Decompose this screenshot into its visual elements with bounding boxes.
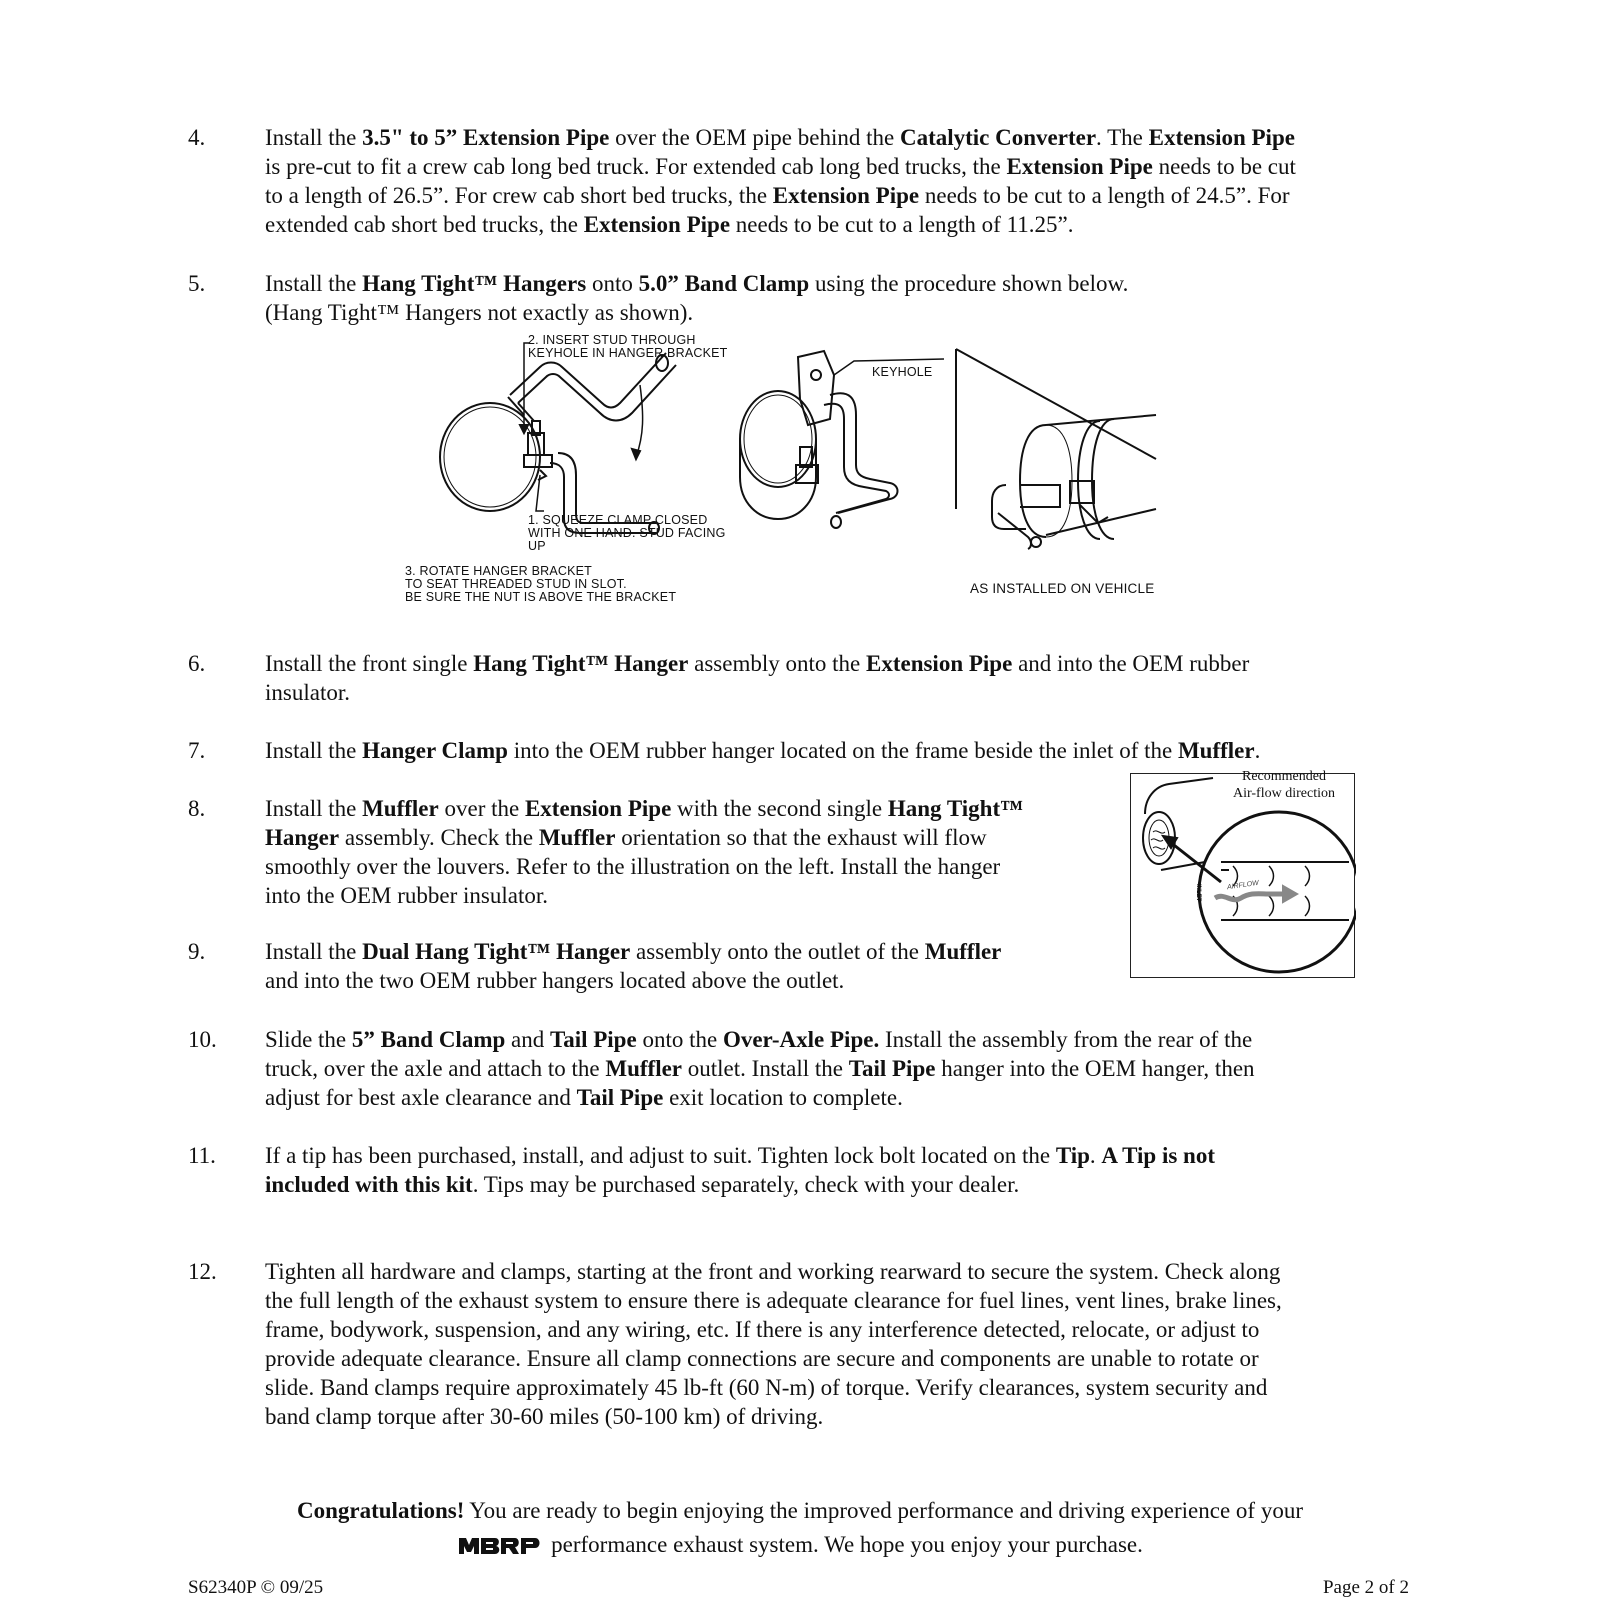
- step-text-line: [265, 1257, 1413, 1286]
- text-run: onto: [586, 271, 639, 296]
- step-text-line: [265, 1286, 1413, 1315]
- figure-label-line: 1. SQUEEZE CLAMP CLOSED: [528, 513, 708, 527]
- step-text-line: [265, 1025, 1413, 1054]
- bold-term: Muffler: [605, 1056, 683, 1081]
- muffler-caption-line: Air-flow direction: [1233, 786, 1335, 801]
- text-run: orientation so that the exhaust will flow: [615, 825, 987, 850]
- text-run: (Hang Tight™ Hangers not exactly as shown).: [265, 300, 694, 325]
- text-run: into the OEM rubber hanger located on the frame beside the inlet of the: [507, 738, 1178, 763]
- bold-term: Hanger: [265, 825, 340, 850]
- text-run: .: [1254, 738, 1261, 763]
- bold-term: Hang Tight™ Hanger: [473, 651, 689, 676]
- step-text: [265, 1025, 1413, 1112]
- text-run: exit location to complete.: [663, 1085, 903, 1110]
- step-6: [188, 649, 1413, 707]
- bold-term: Over-Axle Pipe.: [722, 1027, 880, 1052]
- step-text-line: [265, 1344, 1413, 1373]
- bold-term: Extension Pipe: [583, 212, 731, 237]
- step-text-line: [265, 1170, 1413, 1199]
- text-run: into the OEM rubber insulator.: [265, 883, 548, 908]
- text-run: Install the assembly from the rear of the: [879, 1027, 1253, 1052]
- figure-label-line: WITH ONE HAND. STUD FACING: [528, 526, 726, 540]
- step-text: [265, 1141, 1413, 1199]
- bold-term: Hang Tight™: [887, 796, 1024, 821]
- text-run: band clamp torque after 30-60 miles (50-100 km) of driving.: [265, 1404, 824, 1429]
- bold-term: 5” Band Clamp: [351, 1027, 506, 1052]
- bold-term: Muffler: [362, 796, 439, 821]
- text-run: Slide the: [265, 1027, 352, 1052]
- text-run: Install the: [265, 939, 363, 964]
- text-run: hanger into the OEM hanger, then: [935, 1056, 1255, 1081]
- bold-term: Dual Hang Tight™ Hanger: [362, 939, 631, 964]
- bold-term: Extension Pipe: [865, 651, 1013, 676]
- mbrp-logo: [457, 1531, 541, 1565]
- muffler-airflow-drawing: [1131, 774, 1356, 979]
- muffler-caption: [1219, 768, 1349, 802]
- text-run: truck, over the axle and attach to the: [265, 1056, 606, 1081]
- closing-line-1: [0, 1494, 1600, 1528]
- bold-term: Tail Pipe: [549, 1027, 637, 1052]
- figure-label-keyhole: KEYHOLE: [872, 365, 933, 379]
- text-run: assembly. Check the: [339, 825, 539, 850]
- figure-label-rotate-bracket: [405, 565, 676, 604]
- step-text-line: [265, 1315, 1413, 1344]
- figure-label-line: TO SEAT THREADED STUD IN SLOT.: [405, 577, 627, 591]
- text-run: . Tips may be purchased separately, check with your dealer.: [472, 1172, 1020, 1197]
- text-run: If a tip has been purchased, install, and adjust to suit. Tighten lock bolt located on the: [265, 1143, 1056, 1168]
- bold-term: Tip: [1055, 1143, 1090, 1168]
- text-run: assembly onto the outlet of the: [630, 939, 925, 964]
- text-run: provide adequate clearance. Ensure all clamp connections are secure and components are unable to rotate or: [265, 1346, 1259, 1371]
- figure-label-line: 2. INSERT STUD THROUGH: [528, 333, 696, 347]
- step-12: [188, 1257, 1413, 1431]
- bold-term: A Tip is not: [1101, 1143, 1215, 1168]
- figure-label-squeeze-clamp: [528, 514, 726, 553]
- step-text-line: [265, 1373, 1413, 1402]
- text-run: Tighten all hardware and clamps, starting at the front and working rearward to secure the system. Check along: [265, 1259, 1281, 1284]
- step-text-line: [265, 210, 1413, 239]
- step-text-line: [265, 269, 1413, 298]
- text-run: Install the: [265, 125, 363, 150]
- text-run: Install the: [265, 738, 363, 763]
- text-run: assembly onto the: [688, 651, 866, 676]
- closing-text-1: You are ready to begin enjoying the improved performance and driving experience of your: [464, 1498, 1303, 1523]
- step-number: 5.: [188, 271, 206, 296]
- bold-term: Extension Pipe: [1006, 154, 1153, 179]
- footer-document-code: S62340P © 09/25: [188, 1577, 324, 1598]
- text-run: slide. Band clamps require approximately 45 lb-ft (60 N-m) of torque. Verify clearances, system security and: [265, 1375, 1268, 1400]
- bold-term: included with this kit: [265, 1172, 473, 1197]
- muffler-airflow-label: AIRFLOW: [1226, 879, 1260, 892]
- text-run: frame, bodywork, suspension, and any wiring, etc. If there is any interference detected, relocate, or adjust to: [265, 1317, 1260, 1342]
- step-7: [188, 736, 1413, 765]
- muffler-airflow-illustration: [1130, 769, 1355, 978]
- step-text-line: [265, 152, 1413, 181]
- step-text-line: [265, 1141, 1413, 1170]
- muffler-inlet-label: INLET: [1195, 884, 1201, 902]
- step-text: [265, 123, 1413, 239]
- bold-term: 5.0” Band Clamp: [638, 271, 810, 296]
- text-run: over the OEM pipe behind the: [609, 125, 900, 150]
- text-run: .: [1089, 1143, 1102, 1168]
- figure-label-line: UP: [528, 539, 546, 553]
- text-run: extended cab short bed trucks, the: [265, 212, 584, 237]
- step-4: [188, 123, 1413, 239]
- text-run: smoothly over the louvers. Refer to the illustration on the left. Install the hanger: [265, 854, 1001, 879]
- figure-label-line: 3. ROTATE HANGER BRACKET: [405, 564, 593, 578]
- bold-term: Catalytic Converter: [899, 125, 1097, 150]
- figure-label-line: KEYHOLE IN HANGER BRACKET: [528, 346, 728, 360]
- bold-term: Hang Tight™ Hangers: [362, 271, 587, 296]
- step-text: [265, 649, 1413, 707]
- bold-term: Extension Pipe: [524, 796, 672, 821]
- step-10: [188, 1025, 1413, 1112]
- step-text-line: [265, 1402, 1413, 1431]
- footer-page-number: Page 2 of 2: [1322, 1577, 1409, 1598]
- step-text-line: [265, 1083, 1413, 1112]
- bold-term: Hanger Clamp: [362, 738, 508, 763]
- bold-term: Tail Pipe: [848, 1056, 936, 1081]
- step-text: [265, 736, 1413, 765]
- text-run: Install the: [265, 796, 363, 821]
- step-text: [265, 1257, 1413, 1431]
- mbrp-logo-mark: [457, 1537, 541, 1555]
- bold-term: Muffler: [538, 825, 616, 850]
- text-run: Install the: [265, 271, 363, 296]
- step-number: 9.: [188, 939, 206, 964]
- figure-label-as-installed: AS INSTALLED ON VEHICLE: [970, 581, 1155, 596]
- text-run: the full length of the exhaust system to ensure there is adequate clearance for fuel lines, vent lines, brake lines,: [265, 1288, 1282, 1313]
- bold-term: Muffler: [1177, 738, 1255, 763]
- step-text-line: [265, 678, 1413, 707]
- text-run: onto the: [636, 1027, 723, 1052]
- text-run: and into the OEM rubber: [1012, 651, 1250, 676]
- text-run: insulator.: [265, 680, 350, 705]
- bold-term: Extension Pipe: [1148, 125, 1295, 150]
- step-number: 12.: [188, 1259, 217, 1284]
- step-text-line: [265, 298, 1413, 327]
- text-run: needs to be cut to a length of 24.5”. For: [919, 183, 1290, 208]
- text-run: adjust for best axle clearance and: [265, 1085, 577, 1110]
- muffler-caption-line: Recommended: [1242, 769, 1326, 784]
- bold-term: Tail Pipe: [576, 1085, 664, 1110]
- text-run: to a length of 26.5”. For crew cab short bed trucks, the: [265, 183, 773, 208]
- figure-label-line: BE SURE THE NUT IS ABOVE THE BRACKET: [405, 590, 677, 604]
- step-text: [265, 269, 1413, 327]
- text-run: Install the front single: [265, 651, 474, 676]
- step-11: [188, 1141, 1413, 1199]
- step-text-line: [265, 1054, 1413, 1083]
- text-run: using the procedure shown below.: [809, 271, 1129, 296]
- text-run: with the second single: [671, 796, 888, 821]
- step-text-line: [265, 736, 1413, 765]
- text-run: . The: [1096, 125, 1149, 150]
- closing-text-2: performance exhaust system. We hope you enjoy your purchase.: [551, 1532, 1143, 1557]
- text-run: and into the two OEM rubber hangers located above the outlet.: [265, 968, 845, 993]
- text-run: over the: [438, 796, 525, 821]
- bold-term: Muffler: [924, 939, 1002, 964]
- step-number: 11.: [188, 1143, 216, 1168]
- figure-label-insert-stud: [528, 334, 728, 360]
- step-number: 7.: [188, 738, 206, 763]
- bold-term: 3.5" to 5” Extension Pipe: [362, 125, 610, 150]
- step-5: [188, 269, 1413, 327]
- step-number: 4.: [188, 125, 206, 150]
- congratulations-text: Congratulations!: [297, 1498, 465, 1523]
- text-run: outlet. Install the: [682, 1056, 849, 1081]
- step-text-line: [265, 649, 1413, 678]
- text-run: needs to be cut: [1152, 154, 1296, 179]
- step-number: 6.: [188, 651, 206, 676]
- text-run: is pre-cut to fit a crew cab long bed truck. For extended cab long bed trucks, the: [265, 154, 1007, 179]
- step-number: 10.: [188, 1027, 217, 1052]
- text-run: and: [505, 1027, 550, 1052]
- bold-term: Extension Pipe: [772, 183, 920, 208]
- step-text-line: [265, 123, 1413, 152]
- closing-line-2: [0, 1528, 1600, 1565]
- step-number: 8.: [188, 796, 206, 821]
- step-text-line: [265, 181, 1413, 210]
- text-run: needs to be cut to a length of 11.25”.: [730, 212, 1074, 237]
